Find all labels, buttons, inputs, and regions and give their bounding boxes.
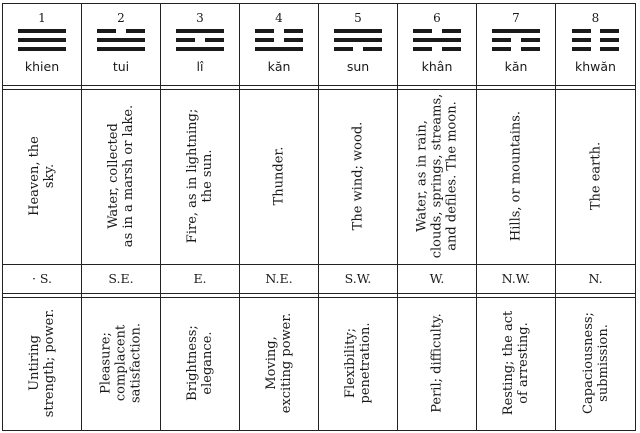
solid-line [334, 29, 382, 33]
trigram-number: 8 [591, 11, 600, 25]
broken-line [334, 47, 382, 51]
trigram-number: 1 [38, 11, 46, 25]
element-cell [477, 90, 555, 262]
direction-label: S.E. [108, 271, 134, 286]
quality-cell [477, 298, 555, 428]
quality-text: Capaciousness; submission. [580, 312, 611, 414]
element-cell [161, 90, 239, 262]
trigram-column [477, 4, 556, 430]
broken-line [413, 29, 461, 33]
direction-label: N.E. [265, 271, 293, 286]
solid-line [18, 29, 66, 33]
row-divider [319, 264, 397, 265]
trigram-icon [413, 29, 461, 54]
trigram-column [161, 4, 240, 430]
row-divider [82, 264, 160, 265]
trigram-number: 4 [275, 11, 283, 25]
solid-line [413, 38, 461, 42]
trigram-column [82, 4, 161, 430]
element-text: Water, collected as in a marsh or lake. [106, 104, 136, 248]
trigram-icon [334, 29, 382, 54]
broken-line [572, 38, 620, 42]
element-cell [319, 90, 397, 262]
trigram-column [398, 4, 477, 430]
trigram-icon [492, 29, 540, 54]
solid-line [255, 47, 303, 51]
quality-cell [556, 298, 635, 428]
row-divider [3, 264, 81, 265]
trigram-name: sun [346, 59, 370, 74]
trigram-column [3, 4, 82, 430]
solid-line [176, 47, 224, 51]
row-divider [240, 264, 318, 265]
trigram-name: tui [112, 59, 130, 74]
quality-cell [3, 298, 81, 428]
trigram-icon [572, 29, 620, 54]
trigram-name: lî [196, 59, 204, 74]
row-divider [477, 264, 555, 265]
trigram-icon [97, 29, 145, 54]
trigram-number: 7 [512, 11, 520, 25]
element-text: The earth. [588, 141, 603, 211]
row-divider [556, 264, 635, 265]
solid-line [176, 29, 224, 33]
broken-line [255, 29, 303, 33]
quality-cell [161, 298, 239, 428]
row-divider [161, 264, 239, 265]
element-cell [82, 90, 160, 262]
element-cell [398, 90, 476, 262]
broken-line [176, 38, 224, 42]
element-cell [240, 90, 318, 262]
direction-label: · S. [31, 271, 53, 286]
element-cell [3, 90, 81, 262]
element-text: Heaven, the sky. [27, 136, 57, 216]
element-text: Thunder. [271, 146, 287, 206]
element-text: Water, as in rain, clouds, springs, streams, and defiles. The moon. [414, 93, 460, 259]
direction-label: N. [588, 271, 603, 286]
solid-line [492, 29, 540, 33]
solid-line [334, 38, 382, 42]
trigram-number: 2 [117, 11, 125, 25]
direction-label: S.W. [344, 271, 372, 286]
broken-line [492, 38, 540, 42]
element-text: Fire, as in lightning; the sun. [185, 108, 215, 244]
element-text: Hills, or mountains. [508, 110, 524, 242]
trigram-icon [255, 29, 303, 54]
quality-cell [319, 298, 397, 428]
trigram-name: khân [421, 59, 453, 74]
trigram-icon [18, 29, 66, 54]
trigram-number: 6 [433, 11, 441, 25]
quality-cell [240, 298, 318, 428]
trigram-name: kăn [267, 59, 291, 74]
trigram-name: khwăn [575, 59, 616, 74]
trigram-name: khien [24, 59, 60, 74]
broken-line [572, 47, 620, 51]
solid-line [97, 47, 145, 51]
quality-text: Moving, exciting power. [264, 312, 294, 414]
quality-cell [82, 298, 160, 428]
trigram-number: 3 [196, 11, 204, 25]
quality-text: Peril; difficulty. [429, 313, 445, 413]
trigram-table [2, 3, 636, 431]
trigram-column [240, 4, 319, 430]
broken-line [255, 38, 303, 42]
trigram-number: 5 [354, 11, 362, 25]
trigram-column [556, 4, 635, 430]
quality-text: Pleasure; complacent satisfaction. [98, 322, 144, 404]
element-text: The wind; wood. [350, 121, 366, 231]
trigram-name: kăn [504, 59, 528, 74]
solid-line [97, 38, 145, 42]
solid-line [18, 47, 66, 51]
direction-label: W. [429, 271, 445, 286]
broken-line [572, 29, 620, 33]
element-cell [556, 90, 635, 262]
quality-text: Untiring strength; power. [27, 308, 57, 418]
broken-line [492, 47, 540, 51]
row-divider [398, 264, 476, 265]
trigram-column [319, 4, 398, 430]
broken-line [97, 29, 145, 33]
quality-cell [398, 298, 476, 428]
quality-text: Flexibility; penetration. [343, 322, 373, 404]
solid-line [18, 38, 66, 42]
quality-text: Brightness; elegance. [185, 325, 215, 401]
trigram-icon [176, 29, 224, 54]
direction-label: E. [193, 271, 207, 286]
direction-label: N.W. [501, 271, 531, 286]
quality-text: Resting; the act of arresting. [501, 310, 531, 416]
broken-line [413, 47, 461, 51]
